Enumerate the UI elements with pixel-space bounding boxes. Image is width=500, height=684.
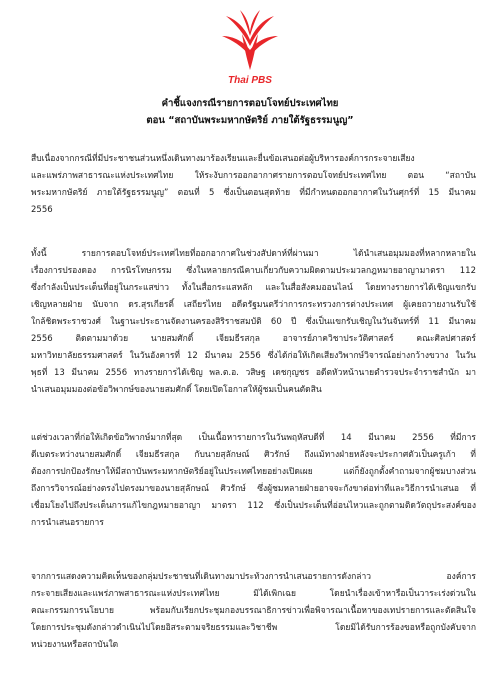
text-line: สืบเนื่องจากกรณีที่มีประชาชนส่วนหนึ่งเดินทางมาร้องเรียนและยื่นข้อเสนอต่อผู้บริหารองค์การกระจายเสียง: [31, 154, 415, 164]
text-line: 2556: [31, 205, 53, 215]
text-line: ต้องการปกป้องรักษาให้มีสถาบันพระมหากษัตริย์อยู่ในประเทศไทยอย่างเปิดเผย แต่ก็ยังถูกตั้งคำถามจากผู้ชมบางส่วน: [31, 467, 476, 477]
text-line: ถึงการวิจารณ์อย่างตรงไปตรงมาของนายสุลักษณ์ ศิวรักษ์ ซึ่งผู้ชมหลายฝ่ายอาจจะกังขาต่อท่าทีและวิธีการนำเสนอ ที่: [31, 484, 476, 494]
logo-text: Thai PBS: [228, 75, 272, 86]
paragraph-4: [31, 569, 476, 654]
text-line: 2556 ติดตามมาด้วย นายสมศักดิ์ เจียมธีรสกุล อาจารย์ภาควิชาประวัติศาสตร์ คณะศิลปศาสตร์: [31, 334, 476, 344]
text-line: นำเสนอมุมมองต่อข้อวิพากษ์ของนายสมศักดิ์ โดยเปิดโอกาสให้ผู้ชมเป็นคนตัดสิน: [31, 385, 322, 395]
thai-pbs-bird-icon: [220, 6, 280, 74]
page-title: คำชี้แจงกรณีรายการตอบโจทย์ประเทศไทย: [161, 98, 339, 109]
text-line: เชื่อมโยงไปถึงประเด็นการแก้ไขกฎหมายอาญา มาตรา 112 ซึ่งเป็นประเด็นที่อ่อนไหวและถูกตามติดวัตถุประสงค์ของ: [31, 501, 476, 511]
text-line: พระมหากษัตริย์ ภายใต้รัฐธรรมนูญ” ตอนที่ 5 ซึ่งเป็นตอนสุดท้าย ที่มีกำหนดออกอากาศในวันศุกร์ที่ 15 มีนาคม: [31, 188, 476, 198]
text-line: แต่ช่วงเวลาที่ก่อให้เกิดข้อวิพากษ์มากที่สุด เป็นเนื้อหารายการในวันพฤหัสบดีที่ 14 มีนาคม 2556 ที่มีการ: [31, 433, 476, 443]
text-line: ทั้งนี้ รายการตอบโจทย์ประเทศไทยที่ออกอากาศในช่วงสัปดาห์ที่ผ่านมา ได้นำเสนอมุมมองที่หลากหลายใน: [31, 249, 476, 259]
text-line: กระจายเสียงและแพร่ภาพสาธารณะแห่งประเทศไทย มิได้เพิกเฉย โดยนำเรื่องเข้าหารือเป็นวาระเร่งด่วนใน: [31, 589, 476, 599]
text-line: พุธที่ 13 มีนาคม 2556 ทางรายการได้เชิญ พล.ต.อ. วสิษฐ เดชกุญชร อดีตหัวหน้านายตำรวจประจำราชสำนัก มา: [31, 368, 476, 378]
text-line: โดยการประชุมดังกล่าวดำเนินไปโดยอิสระตามจริยธรรมและวิชาชีพ โดยมิได้รับการร้องขอหรือถูกบังคับจาก: [31, 623, 476, 633]
text-line: ซึ่งกำลังเป็นประเด็นที่อยู่ในกระแสข่าว ทั้งในสื่อกระแสหลัก และในสื่อสังคมออนไลน์ โดยทางรายการได้เชิญแขกรับ: [31, 283, 476, 293]
text-line: เชิญหลายฝ่าย นับจาก ดร.สุรเกียรติ์ เสถียรไทย อดีตรัฐมนตรีว่าการกระทรวงการต่างประเทศ ผู้เคยถวายงานรับใช้: [31, 300, 476, 310]
text-line: ใกล้ชิดพระราชวงศ์ ในฐานะประธานจัดงานครองสิริราชสมบัติ 60 ปี ซึ่งเป็นแขกรับเชิญในวันจันทร์ที่ 11 มีนาคม: [31, 317, 476, 327]
text-line: เรื่องการปรองดอง การนิรโทษกรรม ซึ่งในหลายกรณีคาบเกี่ยวกับความผิดตามประมวลกฎหมายอาญามาตรา 112: [31, 266, 476, 276]
text-line: และแพร่ภาพสาธารณะแห่งประเทศไทย ให้ระงับการออกอากาศรายการตอบโจทย์ประเทศไทย ตอน “สถาบัน: [31, 171, 476, 181]
paragraph-1: [31, 151, 476, 219]
text-line: มหาวิทยาลัยธรรมศาสตร์ ในวันอังคารที่ 12 มีนาคม 2556 ซึ่งได้ก่อให้เกิดเสียงวิพากษ์วิจารณ์อย่างกว้างขวาง ในวัน: [31, 351, 476, 361]
text-line: ดีเบตระหว่างนายสมศักดิ์ เจียมธีรสกุล กับนายสุลักษณ์ ศิวรักษ์ ถึงแม้ทางฝ่ายหลังจะประกาศตัวเป็นครูเก้า ที่: [31, 450, 476, 460]
thai-pbs-logo: [213, 6, 287, 86]
text-line: การนำเสนอรายการ: [31, 518, 104, 528]
page-subtitle: ตอน “สถาบันพระมหากษัตริย์ ภายใต้รัฐธรรมนูญ”: [146, 115, 354, 126]
paragraph-3: [31, 430, 476, 532]
text-line: จากการแสดงความคิดเห็นของกลุ่มประชาชนที่เดินทางมาประท้วงการนำเสนอรายการดังกล่าว องค์การ: [31, 572, 476, 582]
text-line: หน่วยงานหรือสถาบันใด: [31, 640, 119, 650]
text-line: คณะกรรมการนโยบาย พร้อมกับเรียกประชุมกองบรรณาธิการข่าวเพื่อพิจารณาเนื้อหาของเทปรายการและตัดสินใจ: [31, 606, 476, 616]
paragraph-2: [31, 246, 476, 399]
